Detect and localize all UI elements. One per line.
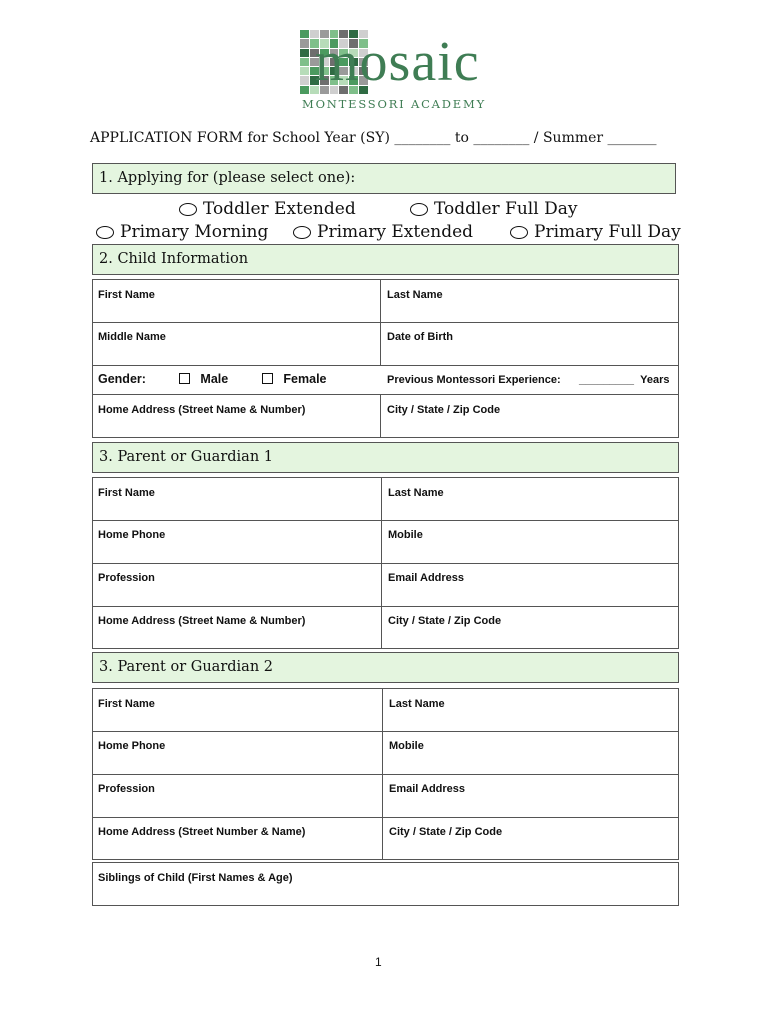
siblings-field[interactable]: Siblings of Child (First Names & Age) [98,872,293,884]
radio-oval-icon[interactable] [293,226,311,239]
option-primary-morning[interactable]: Primary Morning [96,222,268,242]
checkbox-icon[interactable] [262,373,273,384]
child-information-grid [92,279,679,438]
option-toddler-extended[interactable]: Toddler Extended [179,199,356,219]
option-toddler-full-day[interactable]: Toddler Full Day [410,199,577,219]
child-city-state-zip-field[interactable]: City / State / Zip Code [387,404,501,416]
section-applying-for-heading: 1. Applying for (please select one): [92,163,676,194]
previous-montessori-experience-field[interactable]: Previous Montessori Experience: _________ Years [387,374,670,386]
child-middle-name-field[interactable]: Middle Name [98,331,166,343]
guardian-1-city-state-zip-field[interactable]: City / State / Zip Code [388,615,502,627]
guardian-1-home-phone-field[interactable]: Home Phone [98,529,166,541]
gender-female-option[interactable]: Female [262,372,327,386]
child-first-name-field[interactable]: First Name [98,289,155,301]
section-child-information-heading: 2. Child Information [92,244,679,275]
guardian-1-last-name-field[interactable]: Last Name [388,487,444,499]
guardian-2-city-state-zip-field[interactable]: City / State / Zip Code [389,826,503,838]
guardian-1-email-field[interactable]: Email Address [388,572,465,584]
radio-oval-icon[interactable] [96,226,114,239]
guardian-2-grid [92,688,679,860]
section-guardian-1-heading: 3. Parent or Guardian 1 [92,442,679,473]
child-date-of-birth-field[interactable]: Date of Birth [387,331,453,343]
guardian-2-home-phone-field[interactable]: Home Phone [98,740,166,752]
radio-oval-icon[interactable] [510,226,528,239]
guardian-2-home-address-field[interactable]: Home Address (Street Number & Name) [98,826,306,838]
guardian-1-grid [92,477,679,649]
guardian-1-home-address-field[interactable]: Home Address (Street Name & Number) [98,615,306,627]
mosaic-logo [300,30,490,96]
radio-oval-icon[interactable] [410,203,428,216]
child-home-address-field[interactable]: Home Address (Street Name & Number) [98,404,306,416]
section-guardian-2-heading: 3. Parent or Guardian 2 [92,652,679,683]
guardian-2-first-name-field[interactable]: First Name [98,698,155,710]
guardian-1-profession-field[interactable]: Profession [98,572,155,584]
guardian-2-mobile-field[interactable]: Mobile [389,740,424,752]
guardian-2-profession-field[interactable]: Profession [98,783,155,795]
guardian-2-last-name-field[interactable]: Last Name [389,698,445,710]
checkbox-icon[interactable] [179,373,190,384]
logo-subtitle: MONTESSORI ACADEMY [302,97,486,111]
radio-oval-icon[interactable] [179,203,197,216]
guardian-2-email-field[interactable]: Email Address [389,783,466,795]
gender-male-option[interactable]: Male [179,372,228,386]
page-number: 1 [375,955,382,969]
siblings-box [92,862,679,906]
child-last-name-field[interactable]: Last Name [387,289,443,301]
guardian-1-first-name-field[interactable]: First Name [98,487,155,499]
gender-label: Gender: [98,372,146,386]
option-primary-full-day[interactable]: Primary Full Day [510,222,681,242]
logo-wordmark: mosaic [315,31,480,93]
option-primary-extended[interactable]: Primary Extended [293,222,473,242]
application-title: APPLICATION FORM for School Year (SY) ________ to ________ / Summer _______ [90,130,657,146]
guardian-1-mobile-field[interactable]: Mobile [388,529,423,541]
